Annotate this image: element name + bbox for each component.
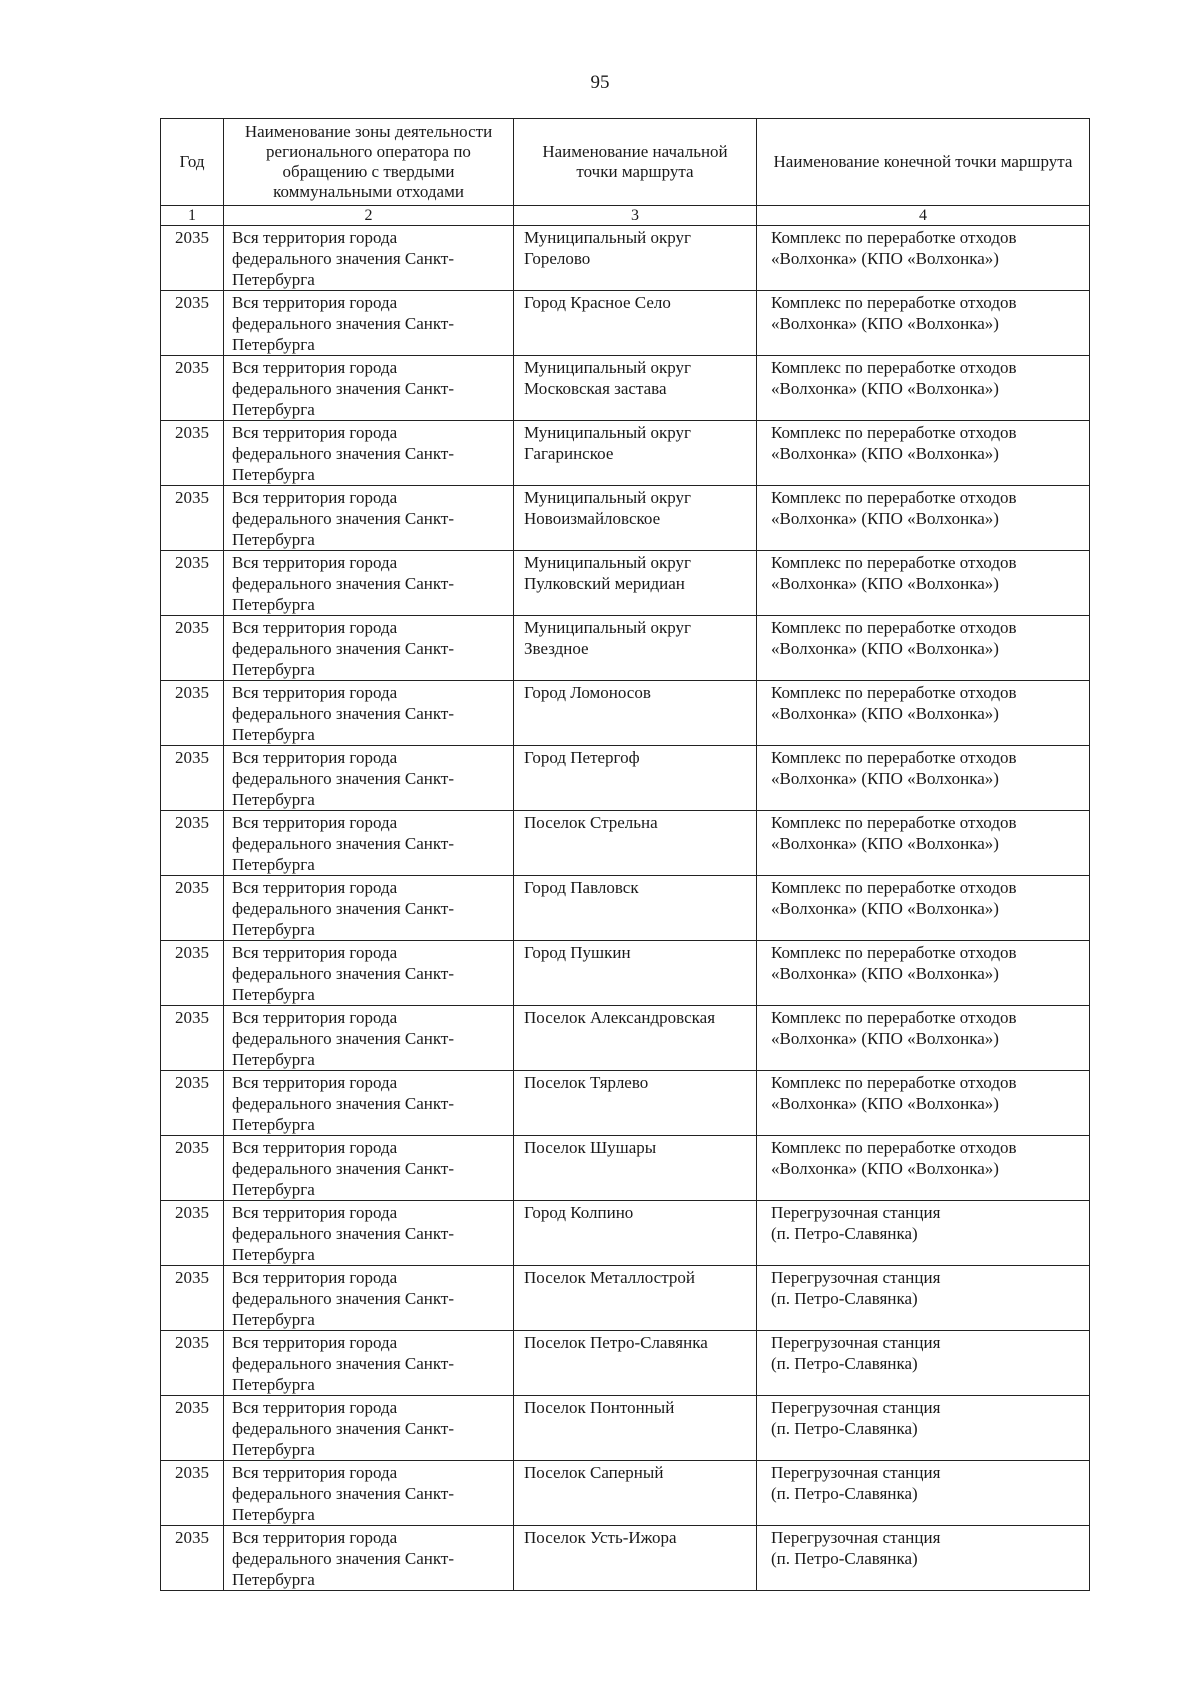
cell-zone-line: Вся территория города [232,228,398,247]
cell-end-point-line: (п. Петро-Славянка) [771,1224,918,1243]
cell-zone-line: федерального значения Санкт- [232,1289,455,1308]
cell-year: 2035 [161,681,224,746]
cell-zone-line: Петербурга [232,270,315,289]
cell-zone [224,1526,514,1591]
cell-end-point-line: Комплекс по переработке отходов [771,358,1017,377]
cell-end-point-line: Комплекс по переработке отходов [771,293,1017,312]
cell-start-point [514,1526,757,1591]
cell-end-point-line: (п. Петро-Славянка) [771,1289,918,1308]
table-row [161,1136,1090,1201]
cell-zone-line: Вся территория города [232,1398,398,1417]
cell-end-point-line: «Волхонка» (КПО «Волхонка») [771,899,999,918]
cell-start-point-line: Муниципальный округ [524,488,691,507]
table-header-row [161,119,1090,206]
table-row [161,1331,1090,1396]
cell-start-point [514,1006,757,1071]
cell-start-point-line: Город Колпино [524,1203,634,1222]
cell-start-point-line: Гагаринское [524,444,614,463]
cell-end-point-line: «Волхонка» (КПО «Волхонка») [771,1029,999,1048]
cell-zone-line: федерального значения Санкт- [232,1484,455,1503]
cell-zone-line: Петербурга [232,595,315,614]
cell-end-point-line: «Волхонка» (КПО «Волхонка») [771,1094,999,1113]
cell-start-point [514,941,757,1006]
cell-zone-line: Петербурга [232,335,315,354]
cell-end-point [757,616,1090,681]
routes-table [160,118,1090,1591]
table-row [161,811,1090,876]
cell-end-point [757,1201,1090,1266]
cell-end-point [757,486,1090,551]
cell-zone-line: Петербурга [232,1505,315,1524]
cell-zone-line: Вся территория города [232,618,398,637]
table-row [161,356,1090,421]
table-row [161,1396,1090,1461]
cell-end-point [757,746,1090,811]
cell-zone-line: федерального значения Санкт- [232,899,455,918]
table-row [161,486,1090,551]
cell-zone-line: федерального значения Санкт- [232,639,455,658]
cell-zone [224,616,514,681]
cell-start-point [514,421,757,486]
cell-zone-line: Вся территория города [232,813,398,832]
cell-zone [224,1136,514,1201]
cell-year: 2035 [161,1071,224,1136]
cell-start-point-line: Город Пушкин [524,943,631,962]
cell-start-point-line: Город Петергоф [524,748,640,767]
cell-end-point [757,226,1090,291]
cell-zone-line: Вся территория города [232,423,398,442]
cell-start-point-line: Поселок Александровская [524,1008,716,1027]
cell-zone-line: Петербурга [232,1440,315,1459]
cell-end-point-line: «Волхонка» (КПО «Волхонка») [771,314,999,333]
table-row [161,1201,1090,1266]
cell-start-point [514,226,757,291]
cell-start-point-line: Поселок Тярлево [524,1073,649,1092]
cell-zone-line: Вся территория города [232,1268,398,1287]
table-row [161,1266,1090,1331]
cell-zone [224,1006,514,1071]
cell-year: 2035 [161,1136,224,1201]
cell-end-point-line: (п. Петро-Славянка) [771,1549,918,1568]
cell-end-point [757,421,1090,486]
cell-end-point-line: Комплекс по переработке отходов [771,488,1017,507]
cell-zone-line: федерального значения Санкт- [232,1224,455,1243]
cell-year: 2035 [161,616,224,681]
cell-year: 2035 [161,1526,224,1591]
cell-start-point-line: Город Красное Село [524,293,671,312]
cell-end-point-line: (п. Петро-Славянка) [771,1354,918,1373]
cell-start-point [514,1136,757,1201]
cell-zone-line: Петербурга [232,790,315,809]
cell-end-point-line: Перегрузочная станция [771,1333,941,1352]
cell-start-point [514,1071,757,1136]
cell-end-point-line: Комплекс по переработке отходов [771,878,1017,897]
cell-zone-line: Вся территория города [232,293,398,312]
cell-zone [224,811,514,876]
cell-zone [224,681,514,746]
table-row [161,291,1090,356]
cell-zone [224,356,514,421]
cell-year: 2035 [161,356,224,421]
header-end-point: Наименование конечной точки маршрута [757,119,1090,206]
cell-start-point-line: Поселок Усть-Ижора [524,1528,677,1547]
table-row [161,616,1090,681]
cell-end-point-line: «Волхонка» (КПО «Волхонка») [771,964,999,983]
cell-zone-line: федерального значения Санкт- [232,1094,455,1113]
cell-start-point-line: Московская застава [524,379,667,398]
cell-start-point [514,1331,757,1396]
cell-start-point [514,876,757,941]
table-row [161,1526,1090,1591]
cell-end-point [757,551,1090,616]
column-number-row [161,206,1090,226]
cell-zone-line: Петербурга [232,725,315,744]
cell-zone-line: Петербурга [232,920,315,939]
cell-zone [224,1071,514,1136]
cell-end-point-line: «Волхонка» (КПО «Волхонка») [771,574,999,593]
cell-end-point [757,1526,1090,1591]
cell-zone-line: Вся территория города [232,1073,398,1092]
cell-start-point-line: Поселок Саперный [524,1463,664,1482]
cell-start-point [514,486,757,551]
cell-year: 2035 [161,1006,224,1071]
cell-zone-line: Вся территория города [232,878,398,897]
cell-start-point [514,746,757,811]
column-number: 1 [161,206,224,226]
cell-start-point-line: Муниципальный округ [524,553,691,572]
cell-start-point [514,1396,757,1461]
cell-zone-line: федерального значения Санкт- [232,379,455,398]
cell-zone-line: федерального значения Санкт- [232,1354,455,1373]
cell-zone-line: федерального значения Санкт- [232,769,455,788]
cell-start-point [514,291,757,356]
table-row [161,1006,1090,1071]
cell-end-point-line: «Волхонка» (КПО «Волхонка») [771,444,999,463]
cell-start-point [514,1201,757,1266]
table-row [161,876,1090,941]
cell-start-point-line: Муниципальный округ [524,423,691,442]
cell-end-point-line: Комплекс по переработке отходов [771,813,1017,832]
cell-end-point [757,876,1090,941]
cell-zone-line: федерального значения Санкт- [232,704,455,723]
cell-start-point [514,551,757,616]
cell-year: 2035 [161,551,224,616]
cell-start-point-line: Звездное [524,639,589,658]
cell-start-point [514,1461,757,1526]
cell-zone-line: Вся территория города [232,1528,398,1547]
cell-start-point-line: Пулковский меридиан [524,574,685,593]
cell-end-point-line: Комплекс по переработке отходов [771,943,1017,962]
cell-start-point [514,356,757,421]
cell-zone-line: федерального значения Санкт- [232,249,455,268]
cell-end-point-line: «Волхонка» (КПО «Волхонка») [771,379,999,398]
cell-end-point-line: «Волхонка» (КПО «Волхонка») [771,639,999,658]
cell-zone [224,1396,514,1461]
cell-start-point-line: Город Ломоносов [524,683,651,702]
cell-year: 2035 [161,291,224,356]
cell-zone-line: федерального значения Санкт- [232,1549,455,1568]
cell-start-point-line: Новоизмайловское [524,509,661,528]
cell-zone-line: Вся территория города [232,553,398,572]
cell-zone-line: Петербурга [232,1310,315,1329]
cell-start-point-line: Поселок Петро-Славянка [524,1333,708,1352]
cell-end-point-line: (п. Петро-Славянка) [771,1419,918,1438]
cell-zone-line: Вся территория города [232,1203,398,1222]
cell-year: 2035 [161,486,224,551]
cell-start-point-line: Муниципальный округ [524,618,691,637]
cell-zone-line: Петербурга [232,660,315,679]
cell-start-point-line: Город Павловск [524,878,639,897]
cell-end-point [757,1331,1090,1396]
cell-year: 2035 [161,1266,224,1331]
cell-zone [224,551,514,616]
cell-zone-line: Петербурга [232,855,315,874]
cell-zone-line: Вся территория города [232,1333,398,1352]
cell-end-point-line: «Волхонка» (КПО «Волхонка») [771,509,999,528]
cell-year: 2035 [161,811,224,876]
cell-end-point [757,811,1090,876]
cell-year: 2035 [161,746,224,811]
cell-zone-line: Петербурга [232,1050,315,1069]
cell-year: 2035 [161,1331,224,1396]
cell-zone [224,226,514,291]
cell-zone-line: Вся территория города [232,683,398,702]
table-row [161,551,1090,616]
cell-zone-line: Петербурга [232,465,315,484]
column-number: 3 [514,206,757,226]
header-start-point: Наименование начальной точки маршрута [514,119,757,206]
cell-end-point-line: «Волхонка» (КПО «Волхонка») [771,1159,999,1178]
cell-zone-line: федерального значения Санкт- [232,1159,455,1178]
table-row [161,1461,1090,1526]
cell-end-point-line: Комплекс по переработке отходов [771,748,1017,767]
cell-end-point-line: Комплекс по переработке отходов [771,618,1017,637]
cell-end-point [757,1136,1090,1201]
cell-zone-line: федерального значения Санкт- [232,314,455,333]
cell-zone [224,486,514,551]
cell-end-point-line: Комплекс по переработке отходов [771,553,1017,572]
cell-end-point [757,356,1090,421]
cell-end-point-line: «Волхонка» (КПО «Волхонка») [771,769,999,788]
cell-year: 2035 [161,421,224,486]
cell-zone [224,291,514,356]
cell-end-point-line: Перегрузочная станция [771,1463,941,1482]
cell-zone-line: Петербурга [232,530,315,549]
cell-zone-line: Вся территория города [232,1138,398,1157]
cell-end-point [757,1006,1090,1071]
cell-end-point-line: Комплекс по переработке отходов [771,228,1017,247]
cell-year: 2035 [161,226,224,291]
cell-start-point [514,811,757,876]
cell-end-point [757,1396,1090,1461]
column-number: 4 [757,206,1090,226]
table-row [161,681,1090,746]
cell-zone-line: Петербурга [232,1375,315,1394]
cell-end-point-line: Перегрузочная станция [771,1528,941,1547]
cell-end-point-line: «Волхонка» (КПО «Волхонка») [771,704,999,723]
cell-zone-line: Петербурга [232,1180,315,1199]
cell-zone [224,1331,514,1396]
cell-start-point [514,616,757,681]
cell-end-point-line: Перегрузочная станция [771,1398,941,1417]
cell-zone-line: Вся территория города [232,748,398,767]
cell-end-point-line: Перегрузочная станция [771,1268,941,1287]
table-row [161,746,1090,811]
header-zone: Наименование зоны деятельности регионального оператора по обращению с твердыми коммунальными отходами [224,119,514,206]
cell-year: 2035 [161,1396,224,1461]
header-year: Год [161,119,224,206]
cell-end-point [757,291,1090,356]
cell-end-point [757,681,1090,746]
cell-end-point-line: (п. Петро-Славянка) [771,1484,918,1503]
cell-start-point-line: Поселок Понтонный [524,1398,675,1417]
cell-end-point-line: Комплекс по переработке отходов [771,683,1017,702]
cell-zone [224,746,514,811]
cell-start-point-line: Поселок Шушары [524,1138,657,1157]
cell-zone-line: Петербурга [232,400,315,419]
cell-end-point-line: «Волхонка» (КПО «Волхонка») [771,834,999,853]
column-number: 2 [224,206,514,226]
cell-zone [224,876,514,941]
cell-zone-line: федерального значения Санкт- [232,574,455,593]
cell-end-point-line: Комплекс по переработке отходов [771,423,1017,442]
cell-end-point-line: «Волхонка» (КПО «Волхонка») [771,249,999,268]
cell-end-point-line: Комплекс по переработке отходов [771,1073,1017,1092]
cell-end-point-line: Комплекс по переработке отходов [771,1138,1017,1157]
table-row [161,226,1090,291]
cell-start-point-line: Поселок Стрельна [524,813,658,832]
cell-zone [224,1461,514,1526]
cell-zone-line: Вся территория города [232,1008,398,1027]
cell-start-point [514,1266,757,1331]
table-row [161,1071,1090,1136]
cell-start-point-line: Горелово [524,249,591,268]
cell-zone-line: Петербурга [232,1245,315,1264]
cell-zone-line: федерального значения Санкт- [232,1029,455,1048]
cell-zone-line: федерального значения Санкт- [232,444,455,463]
cell-end-point-line: Комплекс по переработке отходов [771,1008,1017,1027]
cell-year: 2035 [161,941,224,1006]
cell-zone [224,421,514,486]
cell-end-point [757,1266,1090,1331]
cell-zone-line: федерального значения Санкт- [232,1419,455,1438]
cell-zone-line: федерального значения Санкт- [232,834,455,853]
cell-zone-line: федерального значения Санкт- [232,509,455,528]
cell-zone-line: Вся территория города [232,943,398,962]
cell-zone-line: Вся территория города [232,488,398,507]
cell-end-point [757,941,1090,1006]
cell-year: 2035 [161,876,224,941]
cell-year: 2035 [161,1461,224,1526]
cell-zone-line: федерального значения Санкт- [232,964,455,983]
cell-start-point-line: Муниципальный округ [524,358,691,377]
page-number: 95 [590,72,610,93]
cell-zone-line: Вся территория города [232,1463,398,1482]
cell-start-point-line: Муниципальный округ [524,228,691,247]
cell-zone [224,1201,514,1266]
cell-zone-line: Петербурга [232,1570,315,1589]
cell-zone-line: Петербурга [232,1115,315,1134]
cell-year: 2035 [161,1201,224,1266]
cell-end-point [757,1071,1090,1136]
cell-zone-line: Петербурга [232,985,315,1004]
table-row [161,421,1090,486]
cell-zone [224,941,514,1006]
table-row [161,941,1090,1006]
cell-end-point-line: Перегрузочная станция [771,1203,941,1222]
cell-end-point [757,1461,1090,1526]
cell-zone [224,1266,514,1331]
cell-start-point [514,681,757,746]
cell-zone-line: Вся территория города [232,358,398,377]
cell-start-point-line: Поселок Металлострой [524,1268,695,1287]
